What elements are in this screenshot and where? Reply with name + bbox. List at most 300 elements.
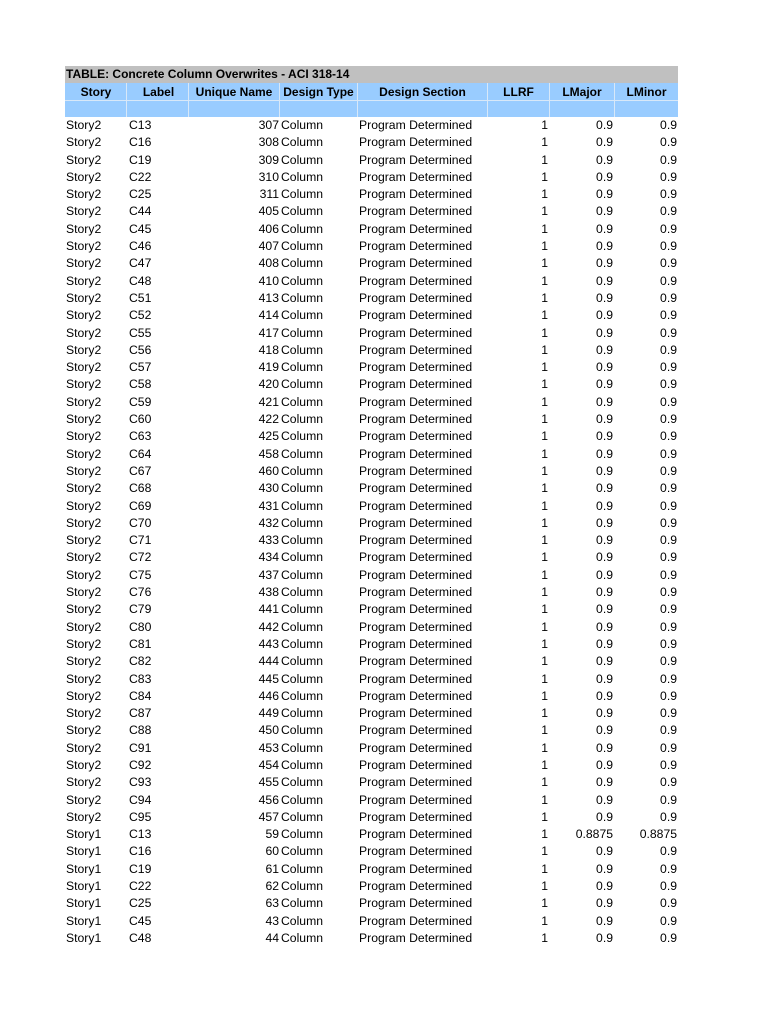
cell-story: Story2	[66, 187, 102, 202]
table-row	[65, 446, 678, 463]
cell-llrf: 1	[541, 152, 548, 167]
table-row	[65, 169, 678, 186]
table-row	[65, 653, 678, 670]
cell-unique-name: 458	[258, 446, 279, 461]
cell-lmajor: 0.9	[596, 481, 613, 496]
cell-lminor: 0.9	[660, 809, 677, 824]
cell-design-section: Program Determined	[359, 602, 473, 617]
cell-lmajor: 0.9	[596, 585, 613, 600]
cell-lmajor: 0.9	[596, 775, 613, 790]
cell-label: C48	[129, 930, 152, 945]
table-row	[65, 740, 678, 757]
cell-unique-name: 443	[258, 636, 279, 651]
cell-story: Story2	[66, 688, 102, 703]
cell-lminor: 0.9	[660, 740, 677, 755]
cell-label: C59	[129, 394, 152, 409]
cell-label: C52	[129, 308, 152, 323]
cell-llrf: 1	[541, 135, 548, 150]
cell-design-type: Column	[281, 463, 323, 478]
cell-story: Story2	[66, 412, 102, 427]
cell-design-section: Program Determined	[359, 879, 473, 894]
cell-unique-name: 418	[258, 342, 279, 357]
cell-lminor: 0.9	[660, 585, 677, 600]
cell-story: Story2	[66, 602, 102, 617]
table-header-row	[65, 83, 678, 117]
cell-unique-name: 421	[258, 394, 279, 409]
table-row	[65, 636, 678, 653]
cell-design-section: Program Determined	[359, 515, 473, 530]
cell-llrf: 1	[541, 498, 548, 513]
table-row	[65, 792, 678, 809]
cell-label: C67	[129, 463, 152, 478]
cell-story: Story2	[66, 723, 102, 738]
cell-unique-name: 456	[258, 792, 279, 807]
cell-llrf: 1	[541, 550, 548, 565]
cell-label: C94	[129, 792, 152, 807]
cell-label: C47	[129, 256, 152, 271]
cell-story: Story2	[66, 533, 102, 548]
table-row	[65, 152, 678, 169]
cell-lminor: 0.9	[660, 463, 677, 478]
table-row	[65, 809, 678, 826]
cell-design-type: Column	[281, 533, 323, 548]
cell-design-type: Column	[281, 342, 323, 357]
cell-label: C51	[129, 290, 152, 305]
cell-llrf: 1	[541, 204, 548, 219]
cell-label: C80	[129, 619, 152, 634]
cell-design-type: Column	[281, 412, 323, 427]
header-design-section: Design Section	[358, 83, 488, 117]
cell-story: Story2	[66, 567, 102, 582]
cell-story: Story2	[66, 740, 102, 755]
cell-lminor: 0.9	[660, 636, 677, 651]
cell-design-section: Program Determined	[359, 688, 473, 703]
cell-design-type: Column	[281, 757, 323, 772]
cell-design-type: Column	[281, 273, 323, 288]
cell-label: C68	[129, 481, 152, 496]
cell-story: Story2	[66, 792, 102, 807]
table-title: TABLE: Concrete Column Overwrites - ACI 318-14	[65, 66, 678, 83]
cell-story: Story2	[66, 619, 102, 634]
cell-design-section: Program Determined	[359, 723, 473, 738]
table-row	[65, 307, 678, 324]
cell-llrf: 1	[541, 809, 548, 824]
cell-lminor: 0.9	[660, 256, 677, 271]
table-row	[65, 428, 678, 445]
table-row	[65, 411, 678, 428]
cell-lminor: 0.9	[660, 118, 677, 132]
cell-lminor: 0.9	[660, 481, 677, 496]
table-row	[65, 480, 678, 497]
cell-lmajor: 0.9	[596, 688, 613, 703]
cell-lminor: 0.9	[660, 135, 677, 150]
cell-label: C82	[129, 654, 152, 669]
cell-design-type: Column	[281, 844, 323, 859]
cell-lmajor: 0.9	[596, 204, 613, 219]
cell-unique-name: 455	[258, 775, 279, 790]
cell-lmajor: 0.9	[596, 308, 613, 323]
cell-lminor: 0.9	[660, 619, 677, 634]
cell-unique-name: 442	[258, 619, 279, 634]
cell-design-section: Program Determined	[359, 169, 473, 184]
cell-unique-name: 453	[258, 740, 279, 755]
table-body	[65, 117, 678, 947]
table-row	[65, 601, 678, 618]
cell-lminor: 0.8875	[639, 827, 677, 842]
cell-label: C71	[129, 533, 152, 548]
cell-story: Story2	[66, 360, 102, 375]
cell-lminor: 0.9	[660, 671, 677, 686]
cell-lmajor: 0.9	[596, 861, 613, 876]
cell-lminor: 0.9	[660, 706, 677, 721]
cell-design-section: Program Determined	[359, 636, 473, 651]
cell-design-section: Program Determined	[359, 446, 473, 461]
cell-lmajor: 0.8875	[575, 827, 613, 842]
cell-design-type: Column	[281, 187, 323, 202]
cell-label: C56	[129, 342, 152, 357]
cell-lmajor: 0.9	[596, 844, 613, 859]
cell-label: C48	[129, 273, 152, 288]
cell-label: C93	[129, 775, 152, 790]
cell-label: C57	[129, 360, 152, 375]
cell-lmajor: 0.9	[596, 429, 613, 444]
table-row	[65, 757, 678, 774]
cell-unique-name: 408	[258, 256, 279, 271]
table-row	[65, 255, 678, 272]
cell-story: Story2	[66, 550, 102, 565]
cell-design-type: Column	[281, 930, 323, 945]
cell-unique-name: 431	[258, 498, 279, 513]
cell-design-section: Program Determined	[359, 463, 473, 478]
cell-label: C22	[129, 879, 152, 894]
cell-lminor: 0.9	[660, 239, 677, 254]
cell-lminor: 0.9	[660, 360, 677, 375]
cell-design-section: Program Determined	[359, 187, 473, 202]
cell-lmajor: 0.9	[596, 636, 613, 651]
cell-unique-name: 413	[258, 290, 279, 305]
table-row	[65, 861, 678, 878]
cell-llrf: 1	[541, 654, 548, 669]
cell-story: Story2	[66, 342, 102, 357]
cell-unique-name: 433	[258, 533, 279, 548]
cell-lmajor: 0.9	[596, 930, 613, 945]
cell-story: Story1	[66, 844, 102, 859]
cell-design-type: Column	[281, 809, 323, 824]
cell-llrf: 1	[541, 879, 548, 894]
cell-story: Story1	[66, 861, 102, 876]
cell-story: Story1	[66, 930, 102, 945]
cell-design-type: Column	[281, 913, 323, 928]
cell-llrf: 1	[541, 342, 548, 357]
cell-design-type: Column	[281, 169, 323, 184]
cell-story: Story2	[66, 463, 102, 478]
cell-lmajor: 0.9	[596, 498, 613, 513]
cell-lminor: 0.9	[660, 879, 677, 894]
cell-unique-name: 430	[258, 481, 279, 496]
cell-lminor: 0.9	[660, 221, 677, 236]
cell-design-type: Column	[281, 896, 323, 911]
cell-story: Story2	[66, 585, 102, 600]
header-label: Label	[127, 83, 189, 117]
cell-design-section: Program Determined	[359, 498, 473, 513]
cell-design-type: Column	[281, 308, 323, 323]
cell-design-section: Program Determined	[359, 861, 473, 876]
cell-unique-name: 457	[258, 809, 279, 824]
cell-design-type: Column	[281, 221, 323, 236]
cell-design-type: Column	[281, 204, 323, 219]
table-row	[65, 930, 678, 947]
table-row	[65, 203, 678, 220]
cell-story: Story2	[66, 239, 102, 254]
table-row	[65, 619, 678, 636]
cell-lmajor: 0.9	[596, 221, 613, 236]
cell-story: Story2	[66, 775, 102, 790]
cell-unique-name: 441	[258, 602, 279, 617]
cell-design-type: Column	[281, 239, 323, 254]
cell-design-section: Program Determined	[359, 654, 473, 669]
cell-label: C55	[129, 325, 152, 340]
cell-llrf: 1	[541, 169, 548, 184]
cell-llrf: 1	[541, 308, 548, 323]
table-row	[65, 671, 678, 688]
cell-unique-name: 62	[265, 879, 279, 894]
cell-lmajor: 0.9	[596, 896, 613, 911]
cell-unique-name: 417	[258, 325, 279, 340]
cell-lmajor: 0.9	[596, 706, 613, 721]
cell-design-section: Program Determined	[359, 118, 473, 132]
cell-design-section: Program Determined	[359, 221, 473, 236]
cell-unique-name: 307	[258, 118, 279, 132]
cell-label: C63	[129, 429, 152, 444]
cell-label: C87	[129, 706, 152, 721]
cell-label: C16	[129, 135, 152, 150]
cell-lmajor: 0.9	[596, 325, 613, 340]
cell-lmajor: 0.9	[596, 360, 613, 375]
cell-lminor: 0.9	[660, 169, 677, 184]
cell-llrf: 1	[541, 463, 548, 478]
cell-lmajor: 0.9	[596, 671, 613, 686]
cell-lmajor: 0.9	[596, 135, 613, 150]
cell-lmajor: 0.9	[596, 169, 613, 184]
cell-llrf: 1	[541, 118, 548, 132]
cell-llrf: 1	[541, 619, 548, 634]
table-row	[65, 722, 678, 739]
cell-lmajor: 0.9	[596, 273, 613, 288]
cell-label: C92	[129, 757, 152, 772]
header-lmajor: LMajor	[550, 83, 615, 117]
cell-llrf: 1	[541, 792, 548, 807]
cell-design-section: Program Determined	[359, 827, 473, 842]
cell-lminor: 0.9	[660, 187, 677, 202]
cell-lmajor: 0.9	[596, 602, 613, 617]
table-row	[65, 843, 678, 860]
cell-design-type: Column	[281, 602, 323, 617]
cell-design-type: Column	[281, 827, 323, 842]
cell-design-type: Column	[281, 550, 323, 565]
cell-story: Story2	[66, 706, 102, 721]
cell-llrf: 1	[541, 446, 548, 461]
cell-label: C95	[129, 809, 152, 824]
cell-llrf: 1	[541, 515, 548, 530]
cell-label: C13	[129, 118, 152, 132]
cell-label: C25	[129, 896, 152, 911]
cell-unique-name: 59	[265, 827, 279, 842]
cell-design-section: Program Determined	[359, 429, 473, 444]
cell-lmajor: 0.9	[596, 239, 613, 254]
cell-design-type: Column	[281, 515, 323, 530]
cell-lminor: 0.9	[660, 723, 677, 738]
cell-unique-name: 454	[258, 757, 279, 772]
cell-design-section: Program Determined	[359, 775, 473, 790]
table-row	[65, 290, 678, 307]
cell-lmajor: 0.9	[596, 152, 613, 167]
cell-llrf: 1	[541, 360, 548, 375]
cell-unique-name: 407	[258, 239, 279, 254]
cell-lmajor: 0.9	[596, 809, 613, 824]
cell-unique-name: 406	[258, 221, 279, 236]
cell-unique-name: 425	[258, 429, 279, 444]
cell-llrf: 1	[541, 429, 548, 444]
cell-lminor: 0.9	[660, 394, 677, 409]
cell-design-type: Column	[281, 152, 323, 167]
cell-unique-name: 420	[258, 377, 279, 392]
cell-label: C25	[129, 187, 152, 202]
cell-design-type: Column	[281, 723, 323, 738]
cell-design-section: Program Determined	[359, 308, 473, 323]
cell-lmajor: 0.9	[596, 567, 613, 582]
cell-story: Story2	[66, 481, 102, 496]
cell-story: Story2	[66, 118, 102, 132]
cell-design-section: Program Determined	[359, 273, 473, 288]
cell-llrf: 1	[541, 256, 548, 271]
cell-llrf: 1	[541, 273, 548, 288]
cell-llrf: 1	[541, 221, 548, 236]
cell-lminor: 0.9	[660, 533, 677, 548]
cell-lmajor: 0.9	[596, 533, 613, 548]
cell-llrf: 1	[541, 636, 548, 651]
cell-design-type: Column	[281, 290, 323, 305]
cell-label: C81	[129, 636, 152, 651]
cell-story: Story1	[66, 827, 102, 842]
cell-llrf: 1	[541, 325, 548, 340]
cell-unique-name: 419	[258, 360, 279, 375]
cell-unique-name: 61	[265, 861, 279, 876]
cell-story: Story2	[66, 429, 102, 444]
cell-story: Story1	[66, 913, 102, 928]
cell-design-type: Column	[281, 135, 323, 150]
table-row	[65, 376, 678, 393]
cell-llrf: 1	[541, 671, 548, 686]
cell-label: C44	[129, 204, 152, 219]
cell-design-type: Column	[281, 325, 323, 340]
cell-story: Story2	[66, 135, 102, 150]
cell-unique-name: 446	[258, 688, 279, 703]
cell-design-section: Program Determined	[359, 481, 473, 496]
cell-story: Story2	[66, 377, 102, 392]
cell-unique-name: 63	[265, 896, 279, 911]
cell-story: Story2	[66, 809, 102, 824]
cell-unique-name: 434	[258, 550, 279, 565]
table-row	[65, 273, 678, 290]
table-row	[65, 325, 678, 342]
cell-llrf: 1	[541, 239, 548, 254]
cell-llrf: 1	[541, 481, 548, 496]
cell-story: Story2	[66, 221, 102, 236]
cell-llrf: 1	[541, 187, 548, 202]
cell-llrf: 1	[541, 533, 548, 548]
cell-label: C91	[129, 740, 152, 755]
cell-unique-name: 444	[258, 654, 279, 669]
cell-design-section: Program Determined	[359, 377, 473, 392]
table-row	[65, 549, 678, 566]
cell-design-section: Program Determined	[359, 325, 473, 340]
cell-design-section: Program Determined	[359, 792, 473, 807]
cell-design-type: Column	[281, 688, 323, 703]
cell-lminor: 0.9	[660, 152, 677, 167]
cell-story: Story2	[66, 757, 102, 772]
cell-label: C45	[129, 913, 152, 928]
cell-unique-name: 309	[258, 152, 279, 167]
cell-design-type: Column	[281, 619, 323, 634]
table-row	[65, 134, 678, 151]
table-row	[65, 221, 678, 238]
cell-lminor: 0.9	[660, 930, 677, 945]
cell-design-section: Program Determined	[359, 360, 473, 375]
cell-lmajor: 0.9	[596, 515, 613, 530]
cell-story: Story2	[66, 498, 102, 513]
cell-llrf: 1	[541, 740, 548, 755]
cell-unique-name: 60	[265, 844, 279, 859]
cell-lminor: 0.9	[660, 515, 677, 530]
cell-unique-name: 43	[265, 913, 279, 928]
cell-design-section: Program Determined	[359, 844, 473, 859]
cell-label: C79	[129, 602, 152, 617]
cell-design-section: Program Determined	[359, 706, 473, 721]
cell-lminor: 0.9	[660, 204, 677, 219]
cell-label: C46	[129, 239, 152, 254]
cell-label: C75	[129, 567, 152, 582]
cell-design-section: Program Determined	[359, 135, 473, 150]
cell-llrf: 1	[541, 913, 548, 928]
cell-llrf: 1	[541, 567, 548, 582]
cell-lminor: 0.9	[660, 446, 677, 461]
cell-design-section: Program Determined	[359, 256, 473, 271]
cell-unique-name: 438	[258, 585, 279, 600]
cell-design-type: Column	[281, 256, 323, 271]
cell-story: Story2	[66, 654, 102, 669]
cell-design-section: Program Determined	[359, 290, 473, 305]
cell-design-type: Column	[281, 792, 323, 807]
cell-unique-name: 445	[258, 671, 279, 686]
cell-story: Story2	[66, 308, 102, 323]
cell-lmajor: 0.9	[596, 290, 613, 305]
cell-lminor: 0.9	[660, 308, 677, 323]
table-row	[65, 394, 678, 411]
cell-design-type: Column	[281, 360, 323, 375]
cell-lminor: 0.9	[660, 498, 677, 513]
cell-label: C76	[129, 585, 152, 600]
cell-design-type: Column	[281, 861, 323, 876]
cell-lmajor: 0.9	[596, 879, 613, 894]
cell-lminor: 0.9	[660, 792, 677, 807]
cell-story: Story2	[66, 394, 102, 409]
cell-label: C70	[129, 515, 152, 530]
cell-design-section: Program Determined	[359, 204, 473, 219]
cell-design-section: Program Determined	[359, 152, 473, 167]
cell-lmajor: 0.9	[596, 118, 613, 132]
cell-unique-name: 437	[258, 567, 279, 582]
cell-label: C83	[129, 671, 152, 686]
